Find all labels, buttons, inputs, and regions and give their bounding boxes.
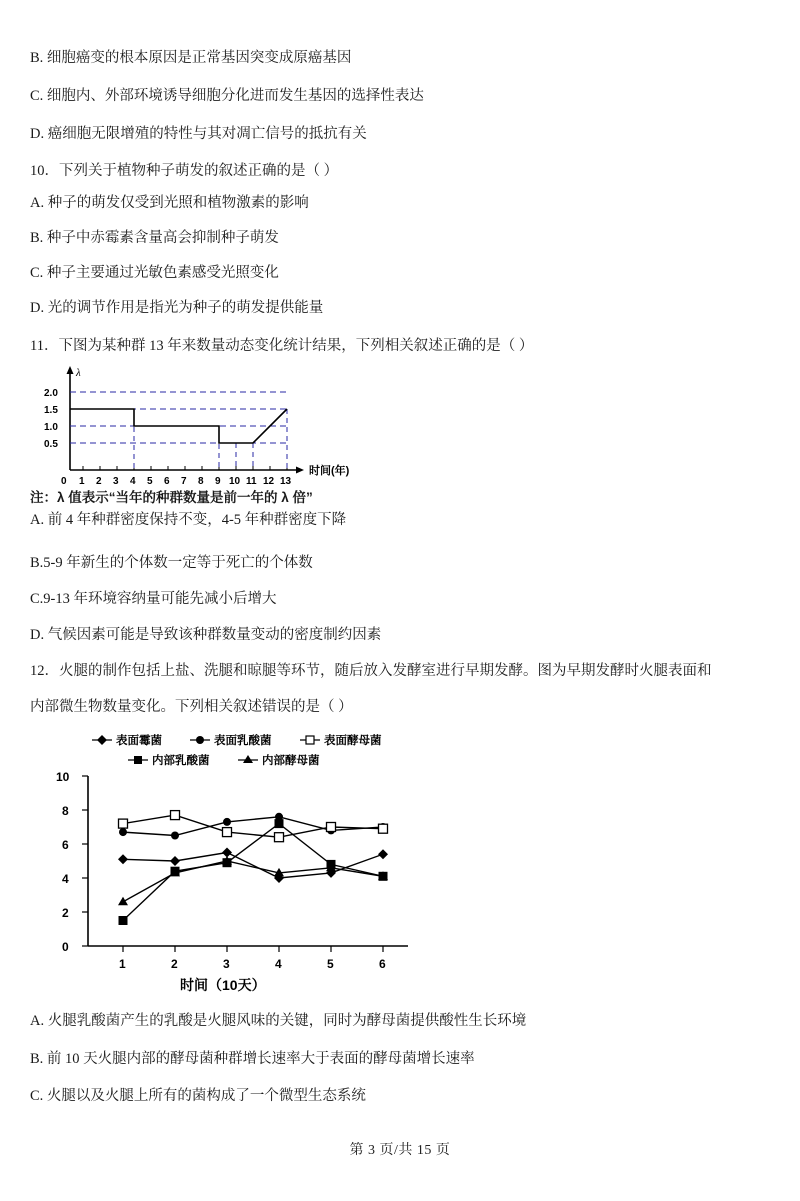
- svg-text:4: 4: [62, 872, 69, 886]
- svg-text:3: 3: [113, 476, 119, 487]
- svg-text:2.0: 2.0: [44, 388, 58, 399]
- option-text: D. 癌细胞无限增殖的特性与其对凋亡信号的抵抗有关: [30, 126, 367, 142]
- svg-text:1.0: 1.0: [44, 422, 58, 433]
- option-text: A. 种子的萌发仅受到光照和植物激素的影响: [30, 195, 309, 211]
- svg-text:1: 1: [119, 957, 126, 971]
- svg-text:2: 2: [62, 906, 69, 920]
- svg-text:表面霉菌: 表面霉菌: [116, 735, 162, 747]
- svg-text:内部酵母菌: 内部酵母菌: [262, 755, 320, 767]
- svg-text:10: 10: [56, 770, 70, 784]
- option-text: B. 前 10 天火腿内部的酵母菌种群增长速率大于表面的酵母菌增长速率: [30, 1051, 475, 1067]
- svg-text:时间（10天）: 时间（10天）: [180, 977, 266, 993]
- svg-text:内部乳酸菌: 内部乳酸菌: [152, 755, 210, 767]
- svg-text:4: 4: [130, 476, 136, 487]
- ham-fermentation-chart: [30, 728, 450, 996]
- option-text: C.9-13 年环境容纳量可能先减小后增大: [30, 591, 277, 607]
- svg-text:2: 2: [96, 476, 102, 487]
- svg-text:8: 8: [62, 804, 69, 818]
- option-text: C. 种子主要通过光敏色素感受光照变化: [30, 265, 279, 281]
- svg-text:0: 0: [62, 940, 69, 954]
- option-text: A. 前 4 年种群密度保持不变，4-5 年种群密度下降: [30, 512, 347, 528]
- svg-text:2: 2: [171, 957, 178, 971]
- option-text: D. 光的调节作用是指光为种子的萌发提供能量: [30, 300, 324, 316]
- question-stem: 11．下图为某种群 13 年来数量动态变化统计结果，下列相关叙述正确的是（ ）: [30, 338, 534, 354]
- svg-text:7: 7: [181, 476, 187, 487]
- option-text: C. 细胞内、外部环境诱导细胞分化进而发生基因的选择性表达: [30, 88, 424, 104]
- page-footer: 第 3 页/共 15 页: [349, 1143, 451, 1158]
- svg-text:6: 6: [62, 838, 69, 852]
- svg-text:表面酵母菌: 表面酵母菌: [324, 735, 382, 747]
- svg-text:1: 1: [79, 476, 85, 487]
- question-stem: 内部微生物数量变化。下列相关叙述错误的是（ ）: [30, 699, 353, 715]
- option-text: D. 气候因素可能是导致该种群数量变动的密度制约因素: [30, 627, 382, 643]
- svg-text:13: 13: [280, 476, 292, 487]
- svg-text:6: 6: [379, 957, 386, 971]
- svg-text:10: 10: [229, 476, 241, 487]
- option-text: A. 火腿乳酸菌产生的乳酸是火腿风味的关键，同时为酵母菌提供酸性生长环境: [30, 1013, 527, 1029]
- svg-text:4: 4: [275, 957, 282, 971]
- lambda-chart: [28, 362, 408, 487]
- svg-text:表面乳酸菌: 表面乳酸菌: [214, 735, 272, 747]
- svg-text:11: 11: [246, 476, 257, 487]
- svg-text:1.5: 1.5: [44, 405, 58, 416]
- svg-text:时间(年): 时间(年): [309, 465, 350, 477]
- svg-text:6: 6: [164, 476, 170, 487]
- chart-note: 注：λ 值表示“当年的种群数量是前一年的 λ 倍”: [30, 490, 313, 505]
- question-stem: 10．下列关于植物种子萌发的叙述正确的是（ ）: [30, 163, 339, 179]
- option-text: B. 种子中赤霉素含量高会抑制种子萌发: [30, 230, 279, 246]
- svg-text:3: 3: [223, 957, 230, 971]
- option-text: B. 细胞癌变的根本原因是正常基因突变成原癌基因: [30, 50, 352, 66]
- svg-text:λ: λ: [76, 367, 81, 379]
- option-text: B.5-9 年新生的个体数一定等于死亡的个体数: [30, 555, 313, 571]
- option-text: C. 火腿以及火腿上所有的菌构成了一个微型生态系统: [30, 1088, 366, 1104]
- svg-text:0: 0: [61, 476, 67, 487]
- svg-text:9: 9: [215, 476, 221, 487]
- svg-text:0.5: 0.5: [44, 439, 58, 450]
- svg-text:5: 5: [147, 476, 153, 487]
- svg-text:5: 5: [327, 957, 334, 971]
- svg-text:8: 8: [198, 476, 204, 487]
- question-stem: 12．火腿的制作包括上盐、洗腿和晾腿等环节，随后放入发酵室进行早期发酵。图为早期发酵时火腿表面和: [30, 663, 712, 679]
- svg-text:12: 12: [263, 476, 275, 487]
